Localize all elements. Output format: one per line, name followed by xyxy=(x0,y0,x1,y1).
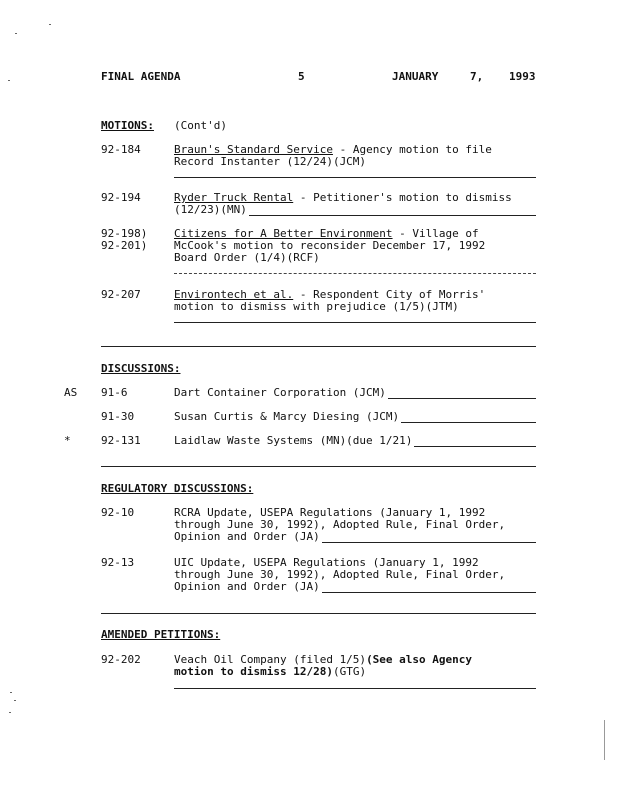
discussion-item xyxy=(174,435,536,447)
regulatory-line: Opinion and Order (JA) xyxy=(174,580,320,593)
section-divider xyxy=(101,466,536,467)
case-number: 92-194 xyxy=(101,191,141,204)
divider xyxy=(174,273,536,274)
case-number: 92-10 xyxy=(101,506,135,519)
discussion-text: Laidlaw Waste Systems (MN)(due 1/21) xyxy=(174,434,413,447)
motions-contd: (Cont'd) xyxy=(174,119,227,132)
blank-line xyxy=(388,388,536,399)
scan-speck xyxy=(15,33,17,34)
blank-line xyxy=(249,205,536,216)
scan-speck xyxy=(49,24,51,25)
blank-line xyxy=(414,436,536,447)
discussion-item xyxy=(174,387,536,399)
motion-text: - Agency motion to file xyxy=(332,143,492,156)
discussion-text: Dart Container Corporation (JCM) xyxy=(174,386,386,399)
discussions-heading: DISCUSSIONS: xyxy=(101,362,181,375)
section-divider xyxy=(101,346,536,347)
agenda-title: FINAL AGENDA xyxy=(101,70,181,83)
petition-line xyxy=(174,666,366,678)
case-number: 92-13 xyxy=(101,556,135,569)
regulatory-line: through June 30, 1992), Adopted Rule, Final Order, xyxy=(174,568,506,581)
case-title: Citizens for A Better Environment xyxy=(174,227,393,240)
motion-text: - Petitioner's motion to dismiss xyxy=(293,191,512,204)
scan-speck xyxy=(9,712,11,713)
header-day: 7, xyxy=(470,70,484,83)
regulatory-line: UIC Update, USEPA Regulations (January 1, 1992 xyxy=(174,556,479,569)
regulatory-line-with-blank xyxy=(174,531,536,543)
regulatory-line: through June 30, 1992), Adopted Rule, Final Order, xyxy=(174,518,506,531)
motion-text: - Village of xyxy=(392,227,479,240)
motion-line: McCook's motion to reconsider December 17, 1992 xyxy=(174,239,486,252)
petition-note: (See also Agency xyxy=(366,653,473,666)
case-number: 92-198) xyxy=(101,227,148,240)
regulatory-line-with-blank xyxy=(174,581,536,593)
case-number: 92-184 xyxy=(101,143,141,156)
case-title: Environtech et al. xyxy=(174,288,294,301)
petition-note: motion to dismiss 12/28) xyxy=(174,665,333,678)
scan-speck xyxy=(8,80,10,81)
divider xyxy=(174,177,536,178)
discussion-item xyxy=(174,411,536,423)
page-number: 5 xyxy=(298,70,305,83)
motion-text: - Respondent City of Morris' xyxy=(293,288,486,301)
scan-edge-mark xyxy=(604,720,605,760)
scan-speck xyxy=(10,692,12,693)
header-month: JANUARY xyxy=(392,70,439,83)
motion-line-with-blank xyxy=(174,204,536,216)
motion-line: motion to dismiss with prejudice (1/5)(JTM) xyxy=(174,300,459,313)
case-title: Ryder Truck Rental xyxy=(174,191,294,204)
section-divider xyxy=(101,613,536,614)
case-title: Braun's Standard Service xyxy=(174,143,333,156)
divider xyxy=(174,688,536,689)
case-number: 91-6 xyxy=(101,386,128,399)
case-number: 92-201) xyxy=(101,239,148,252)
blank-line xyxy=(322,582,536,593)
case-number: 91-30 xyxy=(101,410,135,423)
regulatory-line: RCRA Update, USEPA Regulations (January 1, 1992 xyxy=(174,506,486,519)
amended-heading: AMENDED PETITIONS: xyxy=(101,628,221,641)
motion-line: Record Instanter (12/24)(JCM) xyxy=(174,155,367,168)
scan-speck xyxy=(14,700,16,701)
regulatory-heading: REGULATORY DISCUSSIONS: xyxy=(101,482,254,495)
item-mark: * xyxy=(64,434,71,447)
item-mark: AS xyxy=(64,386,78,399)
discussion-text: Susan Curtis & Marcy Diesing (JCM) xyxy=(174,410,400,423)
motion-line: (12/23)(MN) xyxy=(174,203,247,216)
divider xyxy=(174,322,536,323)
blank-line xyxy=(322,532,536,543)
blank-line xyxy=(401,412,536,423)
motions-heading: MOTIONS: xyxy=(101,119,154,132)
petition-text: Veach Oil Company (filed 1/5) xyxy=(174,653,367,666)
case-number: 92-207 xyxy=(101,288,141,301)
header-year: 1993 xyxy=(509,70,536,83)
petition-initials: (GTG) xyxy=(332,665,367,678)
case-number: 92-202 xyxy=(101,653,141,666)
case-number: 92-131 xyxy=(101,434,141,447)
regulatory-line: Opinion and Order (JA) xyxy=(174,530,320,543)
motion-line: Board Order (1/4)(RCF) xyxy=(174,251,320,264)
